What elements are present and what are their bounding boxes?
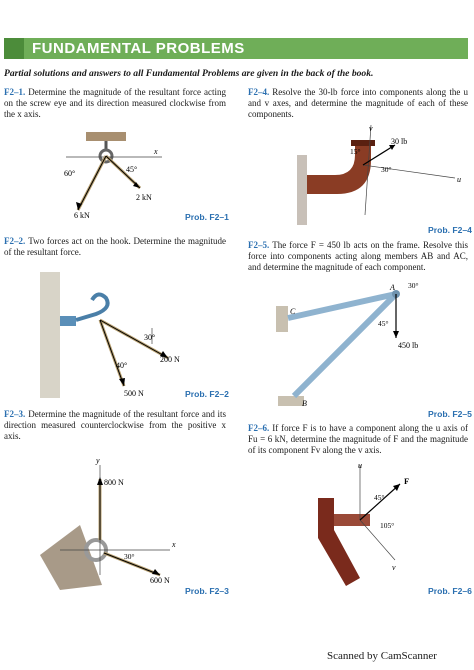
u-axis-label: u (358, 461, 362, 470)
prob-label-f2-2: Prob. F2–2 (185, 389, 229, 399)
hook-base (60, 316, 76, 326)
problem-text: Two forces act on the hook. Determine the magnitude of the resultant force. (4, 236, 226, 257)
v-axis-label: v (392, 563, 396, 572)
force-label: 2 kN (136, 193, 152, 202)
angle-label: 60° (64, 169, 76, 178)
point-c-label: C (290, 307, 296, 316)
force-f-label: F (404, 476, 410, 486)
x-axis-label: x (172, 540, 176, 549)
angle-label: 30° (144, 333, 156, 342)
figure-f2-4 (295, 120, 470, 230)
problem-id: F2–2. (4, 236, 26, 246)
problem-id: F2–5. (248, 240, 270, 250)
angle-label: 45° (374, 493, 385, 502)
pipe-bracket (307, 145, 371, 194)
force-label: 450 lb (398, 341, 419, 350)
problem-f2-6 (248, 423, 468, 456)
x-axis-label: x (154, 147, 158, 156)
force-label: 500 N (124, 389, 144, 398)
ceiling-mount (86, 132, 126, 141)
problem-id: F2–6. (248, 423, 270, 433)
problem-text: Determine the magnitude of the resultant force acting on the screw eye and its direction measured clockwise from the x axis. (4, 87, 226, 119)
force-label: 30 lb (391, 137, 408, 146)
problem-id: F2–4. (248, 87, 270, 97)
figure-f2-3 (40, 455, 190, 590)
problem-f2-2 (4, 236, 226, 258)
prob-label-f2-3: Prob. F2–3 (185, 586, 229, 596)
problem-f2-1 (4, 87, 226, 120)
force-label: 200 N (160, 355, 180, 364)
point-b-label: B (302, 399, 307, 408)
problem-text: Determine the magnitude of the resultant force and its direction measured counterclockwise from the positive x axis. (4, 409, 226, 441)
figure-f2-1 (50, 130, 170, 220)
bracket-frame (318, 498, 360, 586)
point-a-label: A (390, 283, 395, 292)
floor-support-b (278, 396, 304, 406)
angle-label: 40° (116, 361, 128, 370)
u-axis-label: u (457, 175, 461, 184)
member-ab (294, 294, 396, 396)
problem-id: F2–3. (4, 409, 26, 419)
section-banner (4, 38, 468, 59)
wall (297, 155, 307, 225)
angle-label: 45° (378, 319, 389, 328)
problem-id: F2–1. (4, 87, 26, 97)
force-label: 6 kN (74, 211, 90, 220)
problem-f2-5 (248, 240, 468, 273)
problem-text: Resolve the 30-lb force into components along the u and v axes, and determine the magnitude of each of these components. (248, 87, 468, 119)
angle-label: 15° (350, 147, 361, 156)
problem-text: If force F is to have a component along the u axis of Fu = 6 kN, determine the magnitude of F and the magnitude of its component Fv along the v axis. (248, 423, 468, 455)
v-axis-label: v (369, 124, 373, 133)
figure-f2-6 (300, 460, 450, 590)
banner-accent (4, 38, 24, 59)
prob-label-f2-4: Prob. F2–4 (428, 225, 472, 235)
angle-label: 45° (126, 165, 138, 174)
angle-label: 105° (380, 521, 395, 530)
prob-label-f2-5: Prob. F2–5 (428, 409, 472, 419)
intro-note: Partial solutions and answers to all Fundamental Problems are given in the back of the book. (4, 68, 374, 79)
problem-text: The force F = 450 lb acts on the frame. Resolve this force into components acting along members AB and AC, and determine the magnitude of each component. (248, 240, 468, 272)
y-axis-label: y (96, 456, 100, 465)
angle-label: 30° (381, 165, 392, 174)
angle-label: 30° (124, 552, 135, 561)
figure-f2-2 (40, 270, 220, 400)
page-title: FUNDAMENTAL PROBLEMS (32, 40, 245, 57)
wall (40, 272, 60, 398)
hook (76, 294, 108, 320)
prob-label-f2-6: Prob. F2–6 (428, 586, 472, 596)
figure-f2-5 (270, 278, 470, 413)
force-label: 800 N (104, 478, 124, 487)
prob-label-f2-1: Prob. F2–1 (185, 212, 229, 222)
wall-support-c (276, 306, 288, 332)
angle-label: 30° (408, 281, 419, 290)
problem-f2-3 (4, 409, 226, 442)
force-label: 600 N (150, 576, 170, 585)
problem-f2-4 (248, 87, 468, 120)
scanner-watermark: Scanned by CamScanner (327, 650, 437, 662)
